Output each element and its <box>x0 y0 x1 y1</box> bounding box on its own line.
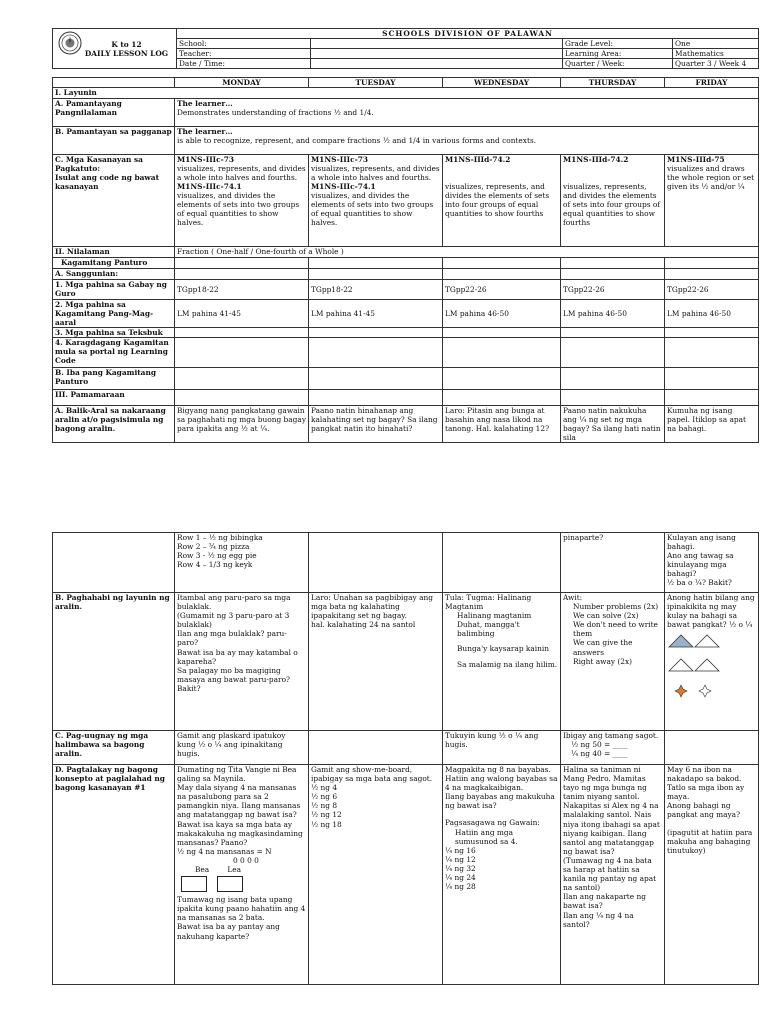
school-label: School: <box>177 39 311 49</box>
gabay-monday: TGpp18-22 <box>175 279 309 299</box>
continued-tuesday <box>309 533 443 593</box>
cell-empty <box>665 268 759 279</box>
competency-code: M1NS-IIId-74.2 <box>445 154 511 164</box>
title-line-2: DAILY LESSON LOG <box>84 48 169 58</box>
kasanayan-friday <box>665 154 759 246</box>
list-item: ½ ng 18 <box>311 819 342 829</box>
list-item: ¼ ng 24 <box>445 873 476 883</box>
teacher-label: Teacher: <box>177 49 311 59</box>
competency-text: visualizes, represents, and divides a whole into halves and fourths. <box>177 163 306 182</box>
list-item: Halina sa taniman ni Mang Pedro. Mamitas tayo ng mga bunga ng tanim niyang santol. <box>563 765 647 802</box>
cell-empty <box>175 268 309 279</box>
list-item: May dala siyang 4 na mansanas na pasalubong para sa 2 pamangkin niya. Ilang mansanas ang matatanggap ng bawat isa? <box>177 783 301 820</box>
day-header-monday: MONDAY <box>175 78 309 88</box>
competency-text: visualizes, represents, and divides the elements of sets into four groups of equal quantities to show fourths <box>563 181 661 228</box>
pag-uugnay-friday <box>665 731 759 765</box>
day-header-blank <box>53 78 175 88</box>
pag-uugnay-monday: Gamit ang plaskard ipatukoy kung ½ o ¼ ang ipinakitang hugis. <box>175 731 309 765</box>
list-item: (Gumamit ng 3 paru-paro at 3 bulaklak) <box>177 611 290 630</box>
cell-empty <box>309 257 443 268</box>
cell-empty <box>443 389 561 405</box>
pamantayang-pangnilalaman-content <box>175 98 759 126</box>
cell-empty <box>309 367 443 389</box>
lesson-table-page-1 <box>52 77 759 443</box>
lesson-table-page-2 <box>52 532 759 985</box>
row-label-kasanayan <box>53 154 175 246</box>
cell-empty <box>665 327 759 337</box>
list-item: Anong hatin bilang ang ipinakikita ng may kulay na bahagi sa bawat pangkat? ½ o ¼ <box>667 593 755 630</box>
list-item: We can give the answers <box>573 638 633 657</box>
list-item: Hatiin ang mga sumusunod sa 4. <box>455 827 518 846</box>
list-item: pinaparte? <box>563 533 604 542</box>
list-item: Row 4 – 1/3 ng keyk <box>177 560 253 570</box>
list-item: ½ ng 50 = ____ <box>571 740 628 750</box>
lesson-log-page-1 <box>52 28 758 442</box>
cell-empty <box>175 327 309 337</box>
cell-empty <box>175 257 309 268</box>
competency-code: M1NS-IIId-74.2 <box>563 154 629 164</box>
lm-friday: LM pahina 46-50 <box>665 299 759 327</box>
cell-empty <box>309 389 443 405</box>
pagtalakay-tuesday <box>309 765 443 985</box>
day-header-wednesday: WEDNESDAY <box>443 78 561 88</box>
balik-aral-tuesday: Paano natin hinahanap ang kalahating set ng bagay? Sa ilang pangkat natin ito hinahati? <box>309 405 443 442</box>
row-label-teksbuk: 3. Mga pahina sa Teksbuk <box>53 327 175 337</box>
list-item: Bawat isa ba ay pantay ang nakuhang kaparte? <box>177 922 280 941</box>
balik-aral-thursday: Paano natin nakukuha ang ¼ ng set ng mga bagay? Sa ilang hati natin sila <box>561 405 665 442</box>
cell-empty <box>175 337 309 367</box>
cell-empty <box>443 268 561 279</box>
cell-empty <box>561 327 665 337</box>
title-line-1: K to 12 <box>111 39 142 49</box>
teacher-value <box>311 49 563 59</box>
cell-empty <box>443 327 561 337</box>
list-item: Laro: Unahan sa pagbibigay ang mga bata ng kalahating ipapakitang set ng bagay. <box>311 593 433 621</box>
list-item: Duhat, mangga't balimbing <box>457 620 520 639</box>
list-item: ¼ ng 28 <box>445 882 476 892</box>
list-item: Bawat isa kaya sa mga bata ay makakakuha ng magkasindaming mansanas? Paano? <box>177 819 303 847</box>
cell-empty <box>561 389 665 405</box>
learner-heading: The learner… <box>177 126 233 136</box>
standard-text: is able to recognize, represent, and compare fractions ½ and 1/4 in various forms and contexts. <box>177 135 537 145</box>
list-item: Ilan ang nakaparte ng bawat isa? <box>563 892 646 911</box>
day-header-tuesday: TUESDAY <box>309 78 443 88</box>
row-label-karagdagang-kagamitan: 4. Karagdagang Kagamitan mula sa portal ng Learning Code <box>53 337 175 367</box>
list-item: Bunga'y kaysarap kainin <box>457 644 550 654</box>
continued-friday <box>665 533 759 593</box>
paghahabi-thursday <box>561 593 665 731</box>
list-item: Ilan ang mga bulaklak? paru-paro? <box>177 629 287 648</box>
row-label-iba-pang-kagamitan: B. Iba pang Kagamitang Panturo <box>53 367 175 389</box>
apple-count: 0 0 0 0 <box>233 855 259 865</box>
list-item: ½ ng 4 <box>311 783 338 793</box>
list-item: ¼ ng 12 <box>445 854 476 864</box>
list-item: Tula: Tugma: Halinang Magtanim <box>445 593 532 612</box>
list-item: (ipagutit at hatiin para makuha ang bahaging tinutukoy) <box>667 827 753 855</box>
standard-text: Demonstrates understanding of fractions ½ and 1/4. <box>177 107 374 117</box>
date-time-value <box>311 59 563 69</box>
list-item: Sa malamig na ilang hilim. <box>457 659 558 669</box>
cell-empty <box>175 367 309 389</box>
continued-monday <box>175 533 309 593</box>
quarter-week-label: Quarter / Week: <box>563 59 673 69</box>
cell-empty <box>665 337 759 367</box>
paghahabi-friday <box>665 593 759 731</box>
paghahabi-monday <box>175 593 309 731</box>
day-header-friday: FRIDAY <box>665 78 759 88</box>
learner-heading: The learner… <box>177 98 233 108</box>
competency-code: M1NS-IIId-75 <box>667 154 725 164</box>
row-label-nilalaman: II. Nilalaman <box>53 246 175 257</box>
list-item: Magpakita ng 8 na bayabas. Hatiin ang walong bayabas sa 4 na magkakaibigan. <box>445 765 558 793</box>
competency-text: visualizes, and divides the elements of sets into two groups of equal quantities to show halves. <box>177 190 300 228</box>
pagtalakay-monday <box>175 765 309 985</box>
list-item: Pagsasagawa ng Gawain: <box>445 818 540 828</box>
row-label-balik-aral: A. Balik-Aral sa nakaraang aralin at/o pagsisimula ng bagong aralin. <box>53 405 175 442</box>
row-label-kagamitang-pang-mag-aaral: 2. Mga pahina sa Kagamitang Pang-Mag-aaral <box>53 299 175 327</box>
cell-empty <box>443 367 561 389</box>
list-item: Kulayan ang isang bahagi. <box>667 533 736 552</box>
cell-empty <box>665 257 759 268</box>
kasanayan-sublabel: Isulat ang code ng bawat kasanayan <box>55 172 159 191</box>
cell-empty <box>309 268 443 279</box>
division-name: SCHOOLS DIVISION OF PALAWAN <box>177 29 759 39</box>
list-item: ¼ ng 16 <box>445 845 476 855</box>
list-item: ¼ ng 40 = ____ <box>571 749 628 759</box>
cell-empty <box>309 327 443 337</box>
lm-wednesday: LM pahina 46-50 <box>443 299 561 327</box>
list-item: hal. kalahating 24 na santol <box>311 620 416 630</box>
list-item: Number problems (2x) <box>573 602 659 612</box>
lm-tuesday: LM pahina 41-45 <box>309 299 443 327</box>
competency-text: visualizes and draws the whole region or set given its ½ and/or ¼ <box>667 163 755 191</box>
balik-aral-wednesday: Laro: Pitasin ang bunga at basahin ang nasa likod na tanong. Hal. kalahating 12? <box>443 405 561 442</box>
cell-empty <box>561 257 665 268</box>
cell-empty <box>665 389 759 405</box>
row-label-pamantayang-pangnilalaman: A. Pamantayang Pangnilalaman <box>53 98 175 126</box>
pag-uugnay-wednesday: Tukuyin kung ½ o ¼ ang hugis. <box>443 731 561 765</box>
balik-aral-monday: Bigyang nang pangkatang gawain sa paghahati ng mga buong bagay para ipakita ang ½ at ¼. <box>175 405 309 442</box>
cell-empty <box>443 257 561 268</box>
header-table <box>52 28 759 69</box>
list-item: Sa palagay mo ba magiging masaya ang bawat paru-paro? Bakit? <box>177 665 290 693</box>
gabay-thursday: TGpp22-26 <box>561 279 665 299</box>
learning-area-label: Learning Area: <box>563 49 673 59</box>
pamantayan-sa-pagganap-content <box>175 126 759 154</box>
list-item: Awit: <box>563 593 583 602</box>
kasanayan-monday <box>175 154 309 246</box>
day-header-thursday: THURSDAY <box>561 78 665 88</box>
kasanayan-label: C. Mga Kasanayan sa Pagkatuto: <box>55 154 143 173</box>
date-time-label: Date / Time: <box>177 59 311 69</box>
list-item: Gamit ang show-me-board, ipabigay sa mga bata ang sagot. <box>311 765 433 784</box>
competency-code: M1NS-IIIc-73 <box>177 154 234 164</box>
nilalaman-value: Fraction ( One-half / One-fourth of a Whole ) <box>175 246 759 257</box>
cell-empty <box>665 367 759 389</box>
cell-empty <box>561 337 665 367</box>
kasanayan-thursday <box>561 154 665 246</box>
list-item: We can solve (2x) <box>573 611 639 621</box>
list-item: Bawat isa ba ay may katambal o kapareha? <box>177 647 298 666</box>
continued-thursday <box>561 533 665 593</box>
list-item: Tumawag ng isang bata upang ipakita kung paano hahatiin ang 4 na mansanas sa 2 bata. <box>177 895 306 923</box>
list-item: Nakapitas si Alex ng 4 na malalaking santol. Nais niya itong ibahagi sa apat niyang kaibigan. Ilang santol ang matatanggap ng bawat isa? <box>563 801 660 856</box>
school-value <box>311 39 563 49</box>
list-item: Ilang bayabas ang makukuha ng bawat isa? <box>445 792 555 811</box>
lesson-log-page-2 <box>52 532 758 992</box>
quarter-week-value: Quarter 3 / Week 4 <box>673 59 759 69</box>
list-item: ¼ ng 32 <box>445 863 476 873</box>
section-layunin: I. Layunin <box>53 88 759 98</box>
list-item: Dumating ng Tita Vangie ni Bea galing sa Maynila. <box>177 765 297 784</box>
row-label-gabay-ng-guro: 1. Mga pahina sa Gabay ng Guro <box>53 279 175 299</box>
row-label-pagtalakay: D. Pagtalakay ng bagong konsepto at paglalahad ng bagong kasanayan #1 <box>53 765 175 985</box>
cell-empty <box>53 533 175 593</box>
grade-level-value: One <box>673 39 759 49</box>
list-item: Row 2 – ¾ ng pizza <box>177 542 250 552</box>
row-label-sanggunian: A. Sanggunian: <box>53 268 175 279</box>
row-label-paghahabi: B. Paghahabi ng layunin ng aralin. <box>53 593 175 731</box>
list-item: Ano ang tawag sa kinulayang mga bahagi? <box>667 551 734 579</box>
list-item: Itambal ang paru-paro sa mga bulaklak. <box>177 593 291 612</box>
list-item: ½ ng 12 <box>311 810 342 820</box>
list-item: May 6 na ibon na nakadapo sa bakod. Tatlo sa mga ibon ay maya. <box>667 765 745 802</box>
competency-text: visualizes, represents, and divides a whole into halves and fourths. <box>311 163 440 182</box>
row-label-kagamitang-panturo: Kagamitang Panturo <box>53 257 175 268</box>
grade-level-label: Grade Level: <box>563 39 673 49</box>
gabay-tuesday: TGpp18-22 <box>309 279 443 299</box>
pagtalakay-thursday <box>561 765 665 985</box>
list-item: Right away (2x) <box>573 656 633 666</box>
deped-seal-icon <box>58 31 82 55</box>
competency-code: M1NS-IIIc-74.1 <box>311 181 376 191</box>
continued-wednesday <box>443 533 561 593</box>
cell-empty <box>561 268 665 279</box>
cell-empty <box>561 367 665 389</box>
pag-uugnay-thursday <box>561 731 665 765</box>
child-name: Lea <box>227 865 242 875</box>
list-item: ½ ng 8 <box>311 801 338 811</box>
row-label-pamantayan-sa-pagganap: B. Pamantayan sa pagganap <box>53 126 175 154</box>
list-item: Ilan ang ¼ ng 4 na santol? <box>563 910 634 929</box>
competency-text: visualizes, represents, and divides the elements of sets into four groups of equal quantities to show fourths <box>445 181 550 218</box>
gabay-friday: TGpp22-26 <box>665 279 759 299</box>
learning-area-value: Mathematics <box>673 49 759 59</box>
lm-monday: LM pahina 41-45 <box>175 299 309 327</box>
list-item: We don't need to write them <box>573 620 658 639</box>
list-item: Row 3 - ½ ng egg pie <box>177 551 257 561</box>
competency-text: visualizes, and divides the elements of sets into two groups of equal quantities to show halves. <box>311 190 434 228</box>
kasanayan-wednesday <box>443 154 561 246</box>
fraction-shapes-diagram <box>667 633 727 703</box>
list-item: ½ ng 6 <box>311 792 338 802</box>
kasanayan-tuesday <box>309 154 443 246</box>
list-item: Anong bahagi ng pangkat ang maya? <box>667 801 741 820</box>
cell-empty <box>175 389 309 405</box>
list-item: ½ ng 4 na mansanas = N <box>177 846 272 856</box>
paghahabi-wednesday <box>443 593 561 731</box>
list-item: Halinang magtanim <box>457 611 532 621</box>
list-item: (Tumawag ng 4 na bata sa harap at hatiin sa kanila ng pantay ng apat na santol) <box>563 855 657 893</box>
cell-empty <box>443 337 561 367</box>
child-name: Bea <box>195 865 210 875</box>
list-item: ½ ba o ¼? Bakit? <box>667 578 732 588</box>
balik-aral-friday: Kumuha ng isang papel. Itiklop sa apat na bahagi. <box>665 405 759 442</box>
list-item: Ibigay ang tamang sagot. <box>563 731 659 740</box>
competency-code: M1NS-IIIc-73 <box>311 154 368 164</box>
lm-thursday: LM pahina 46-50 <box>561 299 665 327</box>
paghahabi-tuesday <box>309 593 443 731</box>
row-label-pag-uugnay: C. Pag-uugnay ng mga halimbawa sa bagong aralin. <box>53 731 175 765</box>
list-item: Row 1 – ½ ng bibingka <box>177 533 263 542</box>
gabay-wednesday: TGpp22-26 <box>443 279 561 299</box>
answer-box <box>217 876 243 892</box>
cell-empty <box>309 337 443 367</box>
answer-box <box>181 876 207 892</box>
pagtalakay-wednesday <box>443 765 561 985</box>
competency-code: M1NS-IIIc-74.1 <box>177 181 242 191</box>
pagtalakay-friday <box>665 765 759 985</box>
pag-uugnay-tuesday <box>309 731 443 765</box>
row-label-pamamaraan: III. Pamamaraan <box>53 389 175 405</box>
